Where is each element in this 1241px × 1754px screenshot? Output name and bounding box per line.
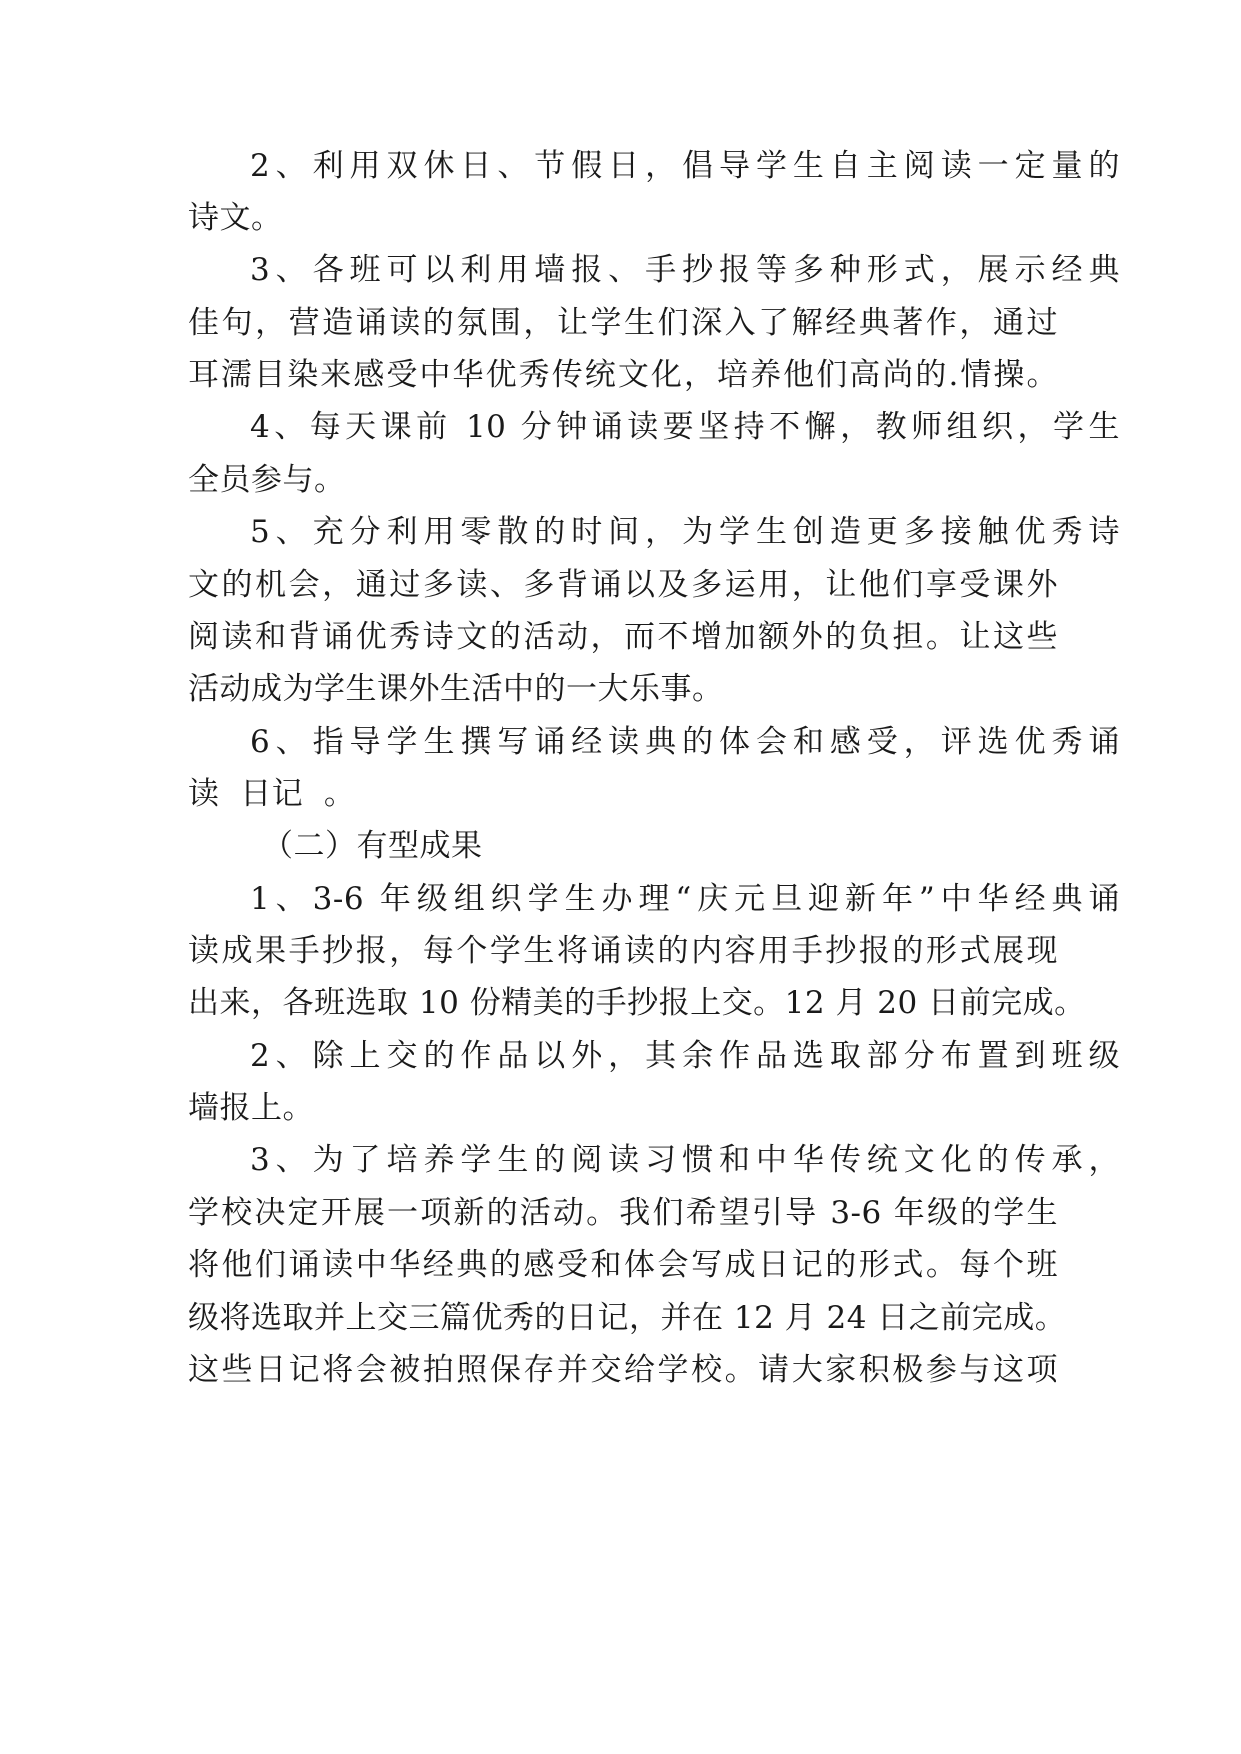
section-heading: （二）有型成果 [262,828,483,864]
text-line: 5、充分利用零散的时间，为学生创造更多接触优秀诗 [250,514,1120,550]
text-line: 出来，各班选取 10 份精美的手抄报上交。12 月 20 日前完成。 [188,985,1086,1021]
text-line: 文的机会，通过多读、多背诵以及多运用，让他们享受课外 [188,567,1058,603]
text-line: 读成果手抄报，每个学生将诵读的内容用手抄报的形式展现 [188,933,1058,969]
text-line: 1、3-6 年级组织学生办理“庆元旦迎新年”中华经典诵 [250,881,1120,917]
text-line: 2、利用双休日、节假日，倡导学生自主阅读一定量的 [250,148,1120,184]
text-line: 3、为了培养学生的阅读习惯和中华传统文化的传承， [250,1142,1120,1178]
text-line: 级将选取并上交三篇优秀的日记，并在 12 月 24 日之前完成。 [188,1300,1067,1336]
text-line: 诗文。 [188,200,283,236]
text-line: 佳句，营造诵读的氛围，让学生们深入了解经典著作，通过 [188,305,1058,341]
text-line: 耳濡目染来感受中华优秀传统文化，培养他们高尚的.情操。 [188,357,1058,393]
text-line: 2、除上交的作品以外，其余作品选取部分布置到班级 [250,1038,1120,1074]
text-line: 将他们诵读中华经典的感受和体会写成日记的形式。每个班 [188,1247,1058,1283]
text-line: 6、指导学生撰写诵经读典的体会和感受，评选优秀诵 [250,724,1120,760]
text-line: 活动成为学生课外生活中的一大乐事。 [188,671,724,707]
text-line: 全员参与。 [188,462,346,498]
text-line: 读 日记 。 [188,776,356,812]
text-line: 墙报上。 [188,1090,314,1126]
text-line: 4、每天课前 10 分钟诵读要坚持不懈，教师组织，学生 [250,409,1120,445]
text-line: 3、各班可以利用墙报、手抄报等多种形式，展示经典 [250,252,1120,288]
text-line: 这些日记将会被拍照保存并交给学校。请大家积极参与这项 [188,1352,1058,1388]
text-line: 学校决定开展一项新的活动。我们希望引导 3-6 年级的学生 [188,1195,1058,1231]
text-line: 阅读和背诵优秀诗文的活动，而不增加额外的负担。让这些 [188,619,1058,655]
